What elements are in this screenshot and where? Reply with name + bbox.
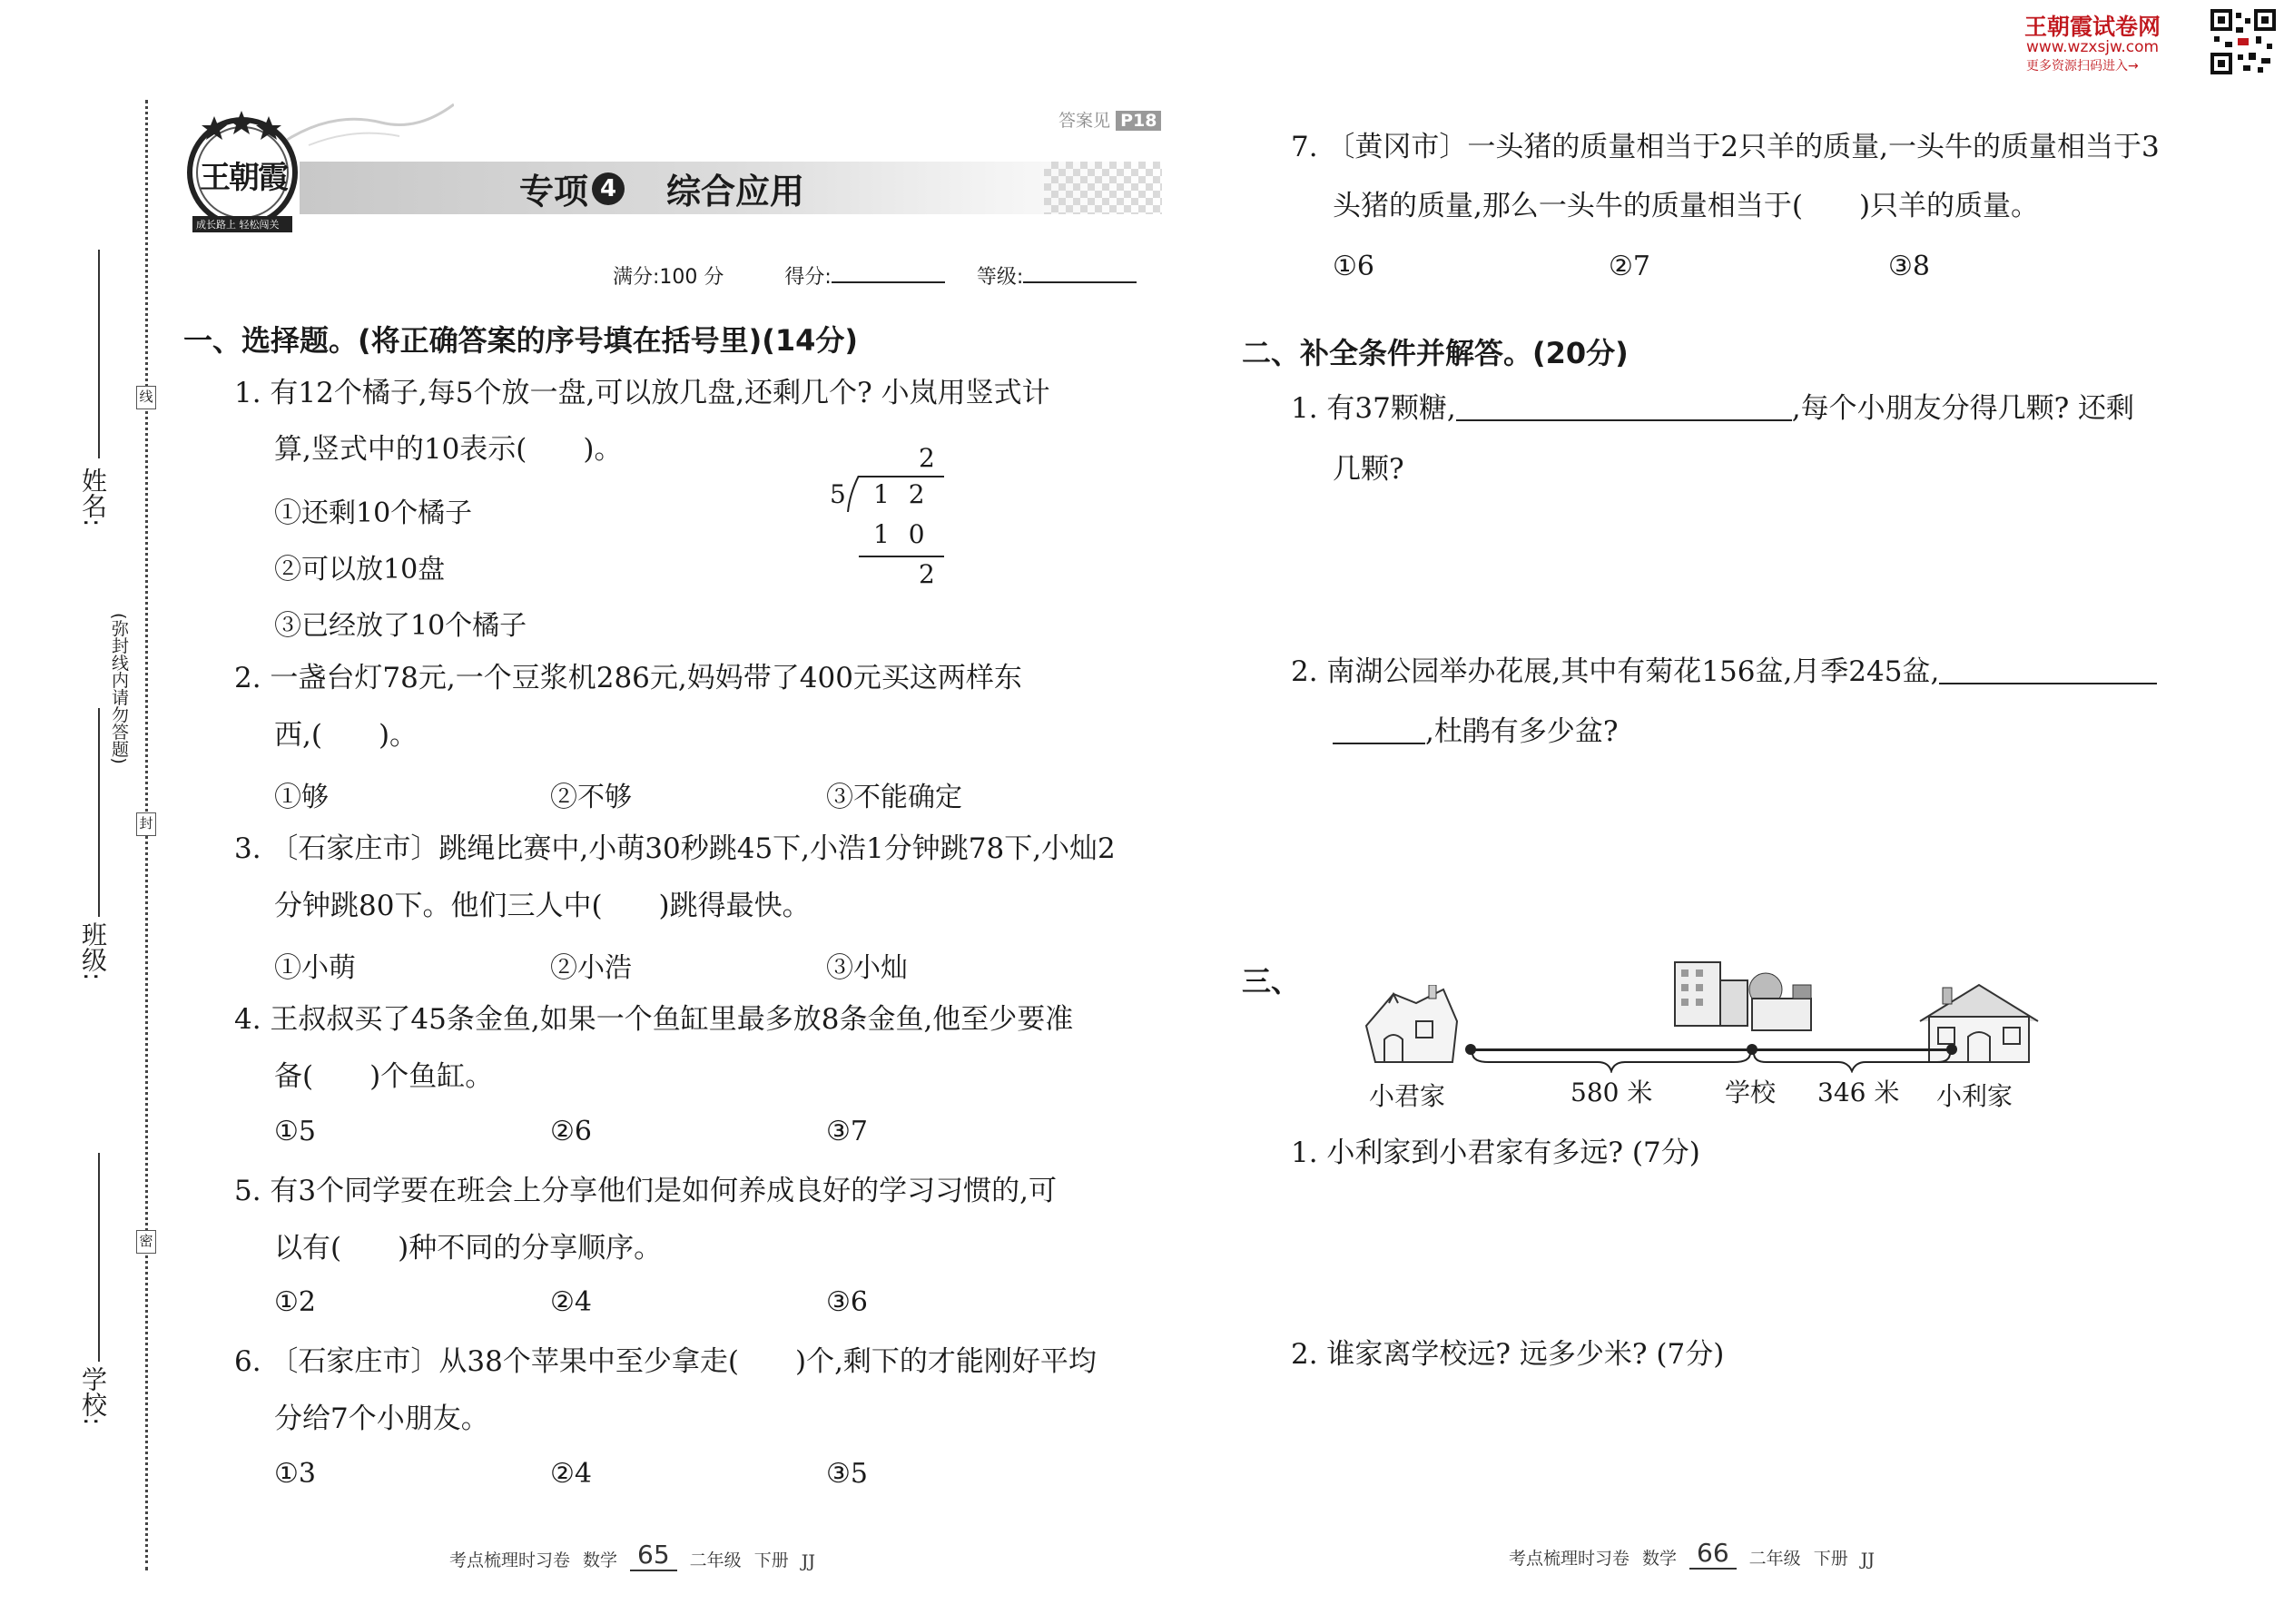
school-icon <box>1670 953 1816 1038</box>
footer-left-page: 65 <box>630 1540 677 1571</box>
q5-line1: 5. 有3个同学要在班会上分享他们是如何养成良好的学习习惯的,可 <box>234 1175 1058 1207</box>
q2-line2: 西,( )。 <box>274 719 418 752</box>
binding-name-line <box>98 250 100 458</box>
q4-option-2[interactable]: ②6 <box>550 1116 592 1147</box>
q6-option-3[interactable]: ③5 <box>826 1458 868 1490</box>
q6-line1: 6. 〔石家庄市〕从38个苹果中至少拿走( )个,剩下的才能刚好平均 <box>234 1345 1097 1378</box>
s2-q1-line1 <box>1291 390 2134 427</box>
score-line <box>613 261 1137 290</box>
footer-right-grade: 二年级 <box>1748 1549 1801 1569</box>
binding-mark-secret: 密 <box>136 1230 156 1254</box>
footer-right-subject: 数学 <box>1642 1549 1678 1569</box>
footer-right-book: 考点梳理时习卷 <box>1509 1549 1630 1569</box>
division-quotient: 2 <box>919 443 935 473</box>
q3-option-2[interactable]: ②小浩 <box>550 952 632 984</box>
q6-option-2[interactable]: ②4 <box>550 1458 592 1490</box>
s3-q2: 2. 谁家离学校远? 远多少米? (7分) <box>1291 1338 1725 1371</box>
section3-heading: 三、 <box>1242 964 1301 999</box>
q7-line1: 7. 〔黄冈市〕一头猪的质量相当于2只羊的质量,一头牛的质量相当于3 <box>1291 131 2160 163</box>
q3-option-3[interactable]: ③小灿 <box>826 952 908 984</box>
label-dist1: 580 米 <box>1570 1078 1653 1107</box>
full-score: 满分:100 分 <box>613 266 724 289</box>
q1-line2: 算,竖式中的10表示( )。 <box>274 433 623 466</box>
s2-q2-part1: 2. 南湖公园举办花展,其中有菊花156盆,月季245盆, <box>1291 655 1940 688</box>
footer-left-subject: 数学 <box>583 1550 618 1570</box>
label-dist2: 346 米 <box>1817 1078 1900 1107</box>
binding-class-label: 班级: <box>78 921 108 981</box>
q4-option-1[interactable]: ①5 <box>274 1116 316 1147</box>
q2-option-3[interactable]: ③不能确定 <box>826 782 962 813</box>
footer-right-term: 下册 <box>1813 1549 1848 1569</box>
q4-line1: 4. 王叔叔买了45条金鱼,如果一个鱼缸里最多放8条金鱼,他至少要准 <box>234 1003 1074 1036</box>
section2-heading: 二、补全条件并解答。(20分) <box>1242 336 1629 370</box>
answer-ref-page: P18 <box>1116 111 1161 131</box>
division-sub-line <box>859 556 944 557</box>
brand-header <box>2024 9 2288 77</box>
score-label: 得分: <box>784 266 832 289</box>
footer-left-book: 考点梳理时习卷 <box>449 1550 571 1570</box>
q2-option-2[interactable]: ②不够 <box>550 782 632 813</box>
s2-q1-part2: ,每个小朋友分得几颗? 还剩 <box>1791 392 2135 425</box>
binding-school-label: 学校: <box>78 1366 108 1426</box>
qr-code-icon[interactable] <box>2210 9 2276 74</box>
answer-ref <box>1058 107 1161 132</box>
grade-blank[interactable] <box>1023 281 1137 283</box>
binding-mark-seal: 封 <box>136 812 156 836</box>
title-name: 综合应用 <box>666 172 805 212</box>
brand-name: 王朝霞试卷网 <box>2024 14 2161 40</box>
s3-q1: 1. 小利家到小君家有多远? (7分) <box>1291 1137 1700 1169</box>
s2-q2-blank-2[interactable] <box>1333 715 1425 744</box>
title-banner-checker <box>1044 162 1162 214</box>
s2-q1-line2: 几颗? <box>1333 453 1404 486</box>
division-remainder: 2 <box>919 559 935 589</box>
s2-q2-line1 <box>1291 654 2157 690</box>
q1-option-2[interactable]: ②可以放10盘 <box>274 554 446 586</box>
label-right-home: 小利家 <box>1936 1081 2013 1111</box>
q4-option-3[interactable]: ③7 <box>826 1116 868 1147</box>
footer-left-term: 下册 <box>753 1550 789 1570</box>
q7-option-1[interactable]: ①6 <box>1333 251 1374 282</box>
q1-option-1[interactable]: ①还剩10个橘子 <box>274 497 473 529</box>
label-left-home: 小君家 <box>1369 1081 1446 1111</box>
label-school: 学校 <box>1725 1078 1777 1107</box>
division-top-line <box>859 476 944 477</box>
binding-name-label: 姓名: <box>78 468 108 527</box>
q5-option-2[interactable]: ②4 <box>550 1286 592 1318</box>
q5-line2: 以有( )种不同的分享顺序。 <box>274 1232 663 1265</box>
s2-q2-tail: ,杜鹃有多少盆? <box>1425 715 1619 748</box>
s2-q2-line2 <box>1333 714 1618 750</box>
s2-q1-part1: 1. 有37颗糖, <box>1291 392 1456 425</box>
q2-option-1[interactable]: ①够 <box>274 782 329 813</box>
section1-heading: 一、选择题。(将正确答案的序号填在括号里)(14分) <box>183 323 859 358</box>
binding-note: (弥封线内请勿答题) <box>109 613 129 764</box>
brand-tagline: 更多资源扫码进入→ <box>2026 59 2139 74</box>
page-title <box>519 163 804 213</box>
logo-text: 王朝霞 <box>200 160 287 196</box>
answer-ref-label: 答案见 <box>1058 111 1111 131</box>
distance-diagram <box>1353 953 2097 1117</box>
q5-option-1[interactable]: ①2 <box>274 1286 316 1318</box>
q7-option-3[interactable]: ③8 <box>1888 251 1930 282</box>
title-number-badge: 4 <box>592 172 625 205</box>
division-divisor: 5 <box>830 479 846 509</box>
binding-school-line <box>98 1153 100 1362</box>
q5-option-3[interactable]: ③6 <box>826 1286 868 1318</box>
q3-line1: 3. 〔石家庄市〕跳绳比赛中,小萌30秒跳45下,小浩1分钟跳78下,小灿2 <box>234 832 1116 865</box>
binding-class-line <box>98 708 100 917</box>
s2-q1-blank[interactable] <box>1456 392 1792 421</box>
q3-option-1[interactable]: ①小萌 <box>274 952 356 984</box>
house-left-icon <box>1362 985 1462 1070</box>
footer-right-edition: JJ <box>1860 1550 1875 1570</box>
division-product: 1 0 <box>873 519 930 549</box>
long-division <box>828 443 955 597</box>
footer-left <box>449 1540 815 1571</box>
q3-line2: 分钟跳80下。他们三人中( )跳得最快。 <box>274 890 811 922</box>
footer-left-edition: JJ <box>801 1551 815 1571</box>
footer-right-page: 66 <box>1689 1538 1737 1570</box>
s2-q2-blank-1[interactable] <box>1939 655 2157 684</box>
footer-left-grade: 二年级 <box>689 1550 742 1570</box>
q7-line2: 头猪的质量,那么一头牛的质量相当于( )只羊的质量。 <box>1333 190 2040 222</box>
title-prefix: 专项 <box>519 172 589 212</box>
logo-slogan: 成长路上 轻松闯关 <box>196 219 280 231</box>
brand-url: www.wzxsjw.com <box>2026 38 2160 56</box>
q7-option-2[interactable]: ②7 <box>1609 251 1650 282</box>
logo-badge <box>174 109 310 236</box>
q6-line2: 分给7个小朋友。 <box>274 1403 489 1435</box>
score-blank[interactable] <box>832 281 945 283</box>
q2-line1: 2. 一盏台灯78元,一个豆浆机286元,妈妈带了400元买这两样东 <box>234 662 1022 694</box>
q1-line1: 1. 有12个橘子,每5个放一盘,可以放几盘,还剩几个? 小岚用竖式计 <box>234 377 1050 409</box>
footer-right <box>1509 1538 1875 1570</box>
q4-line2: 备( )个鱼缸。 <box>274 1060 494 1093</box>
division-bracket <box>846 476 862 518</box>
binding-mark-line: 线 <box>136 386 156 409</box>
grade-label: 等级: <box>976 266 1024 289</box>
division-dividend: 1 2 <box>873 479 930 509</box>
q1-option-3[interactable]: ③已经放了10个橘子 <box>274 610 527 642</box>
q6-option-1[interactable]: ①3 <box>274 1458 316 1490</box>
